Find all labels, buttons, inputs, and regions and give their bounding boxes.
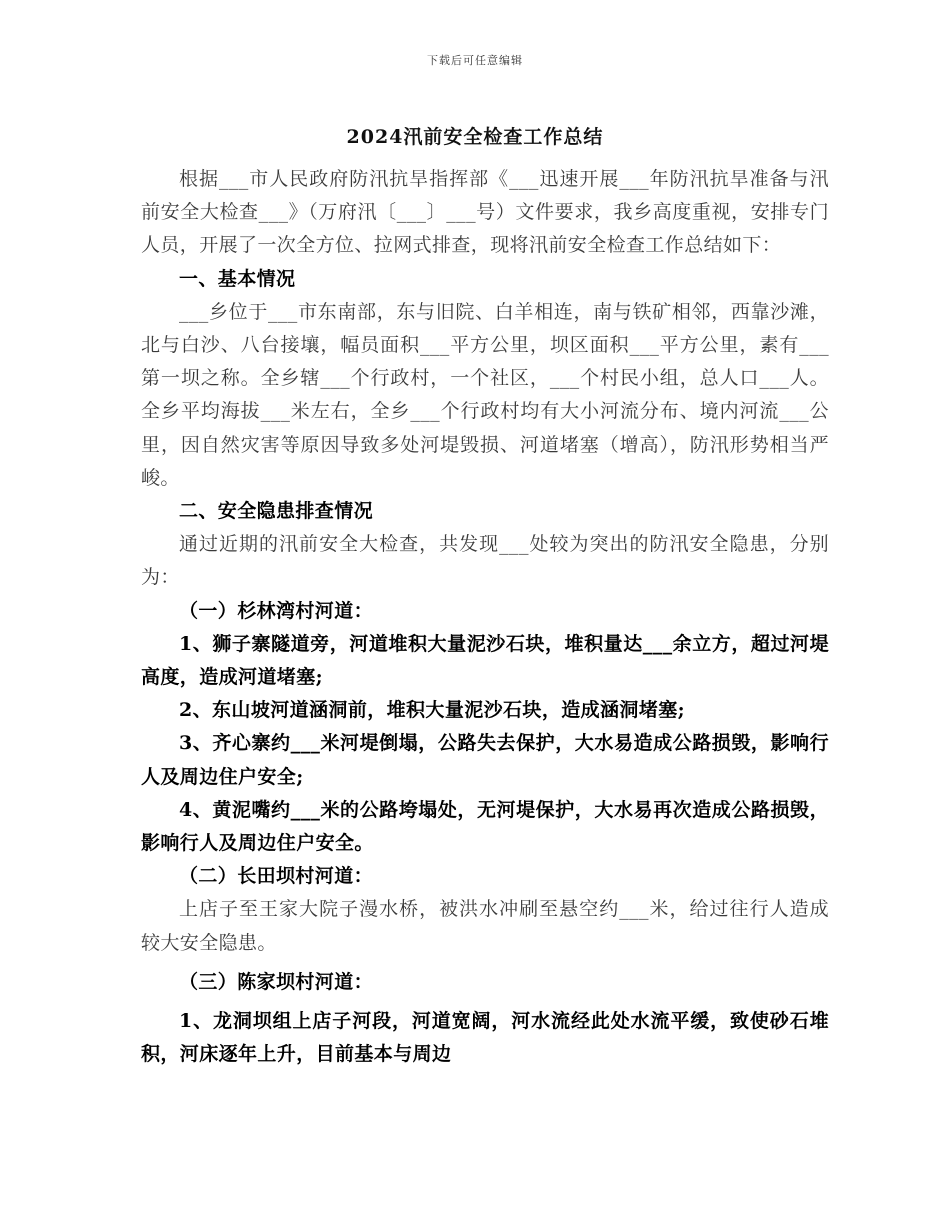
hazard-item: 2、东山坡河道涵洞前，堆积大量泥沙石块，造成涵洞堵塞; xyxy=(179,699,686,722)
hazard-summary-paragraph: 通过近期的汛前安全大检查，共发现___处较为突出的防汛安全隐患，分别为： xyxy=(141,533,829,589)
hazard-item: 3、齐心寨约___米河堤倒塌，公路失去保护，大水易造成公路损毁，影响行人及周边住户安全; xyxy=(141,732,829,788)
header-note: 下载后可任意编辑 xyxy=(427,54,523,67)
hazard-item: 1、狮子寨隧道旁，河道堆积大量泥沙石块，堆积量达___余立方，超过河堤高度，造成河道堵塞; xyxy=(141,632,829,689)
section-heading-hazard-check: 二、安全隐患排查情况 xyxy=(179,500,374,523)
changtianba-paragraph: 上店子至王家大院子漫水桥，被洪水冲刷至悬空约___米，给过往行人造成较大安全隐患。 xyxy=(141,898,829,954)
hazard-item: 4、黄泥嘴约___米的公路垮塌处，无河堤保护，大水易再次造成公路损毁，影响行人及周边住户安全。 xyxy=(141,798,829,855)
section-heading-basic-info: 一、基本情况 xyxy=(179,267,296,290)
subsection-heading-chenjiaba: （三）陈家坝村河道： xyxy=(179,970,374,993)
subsection-heading-changtianba: （二）长田坝村河道： xyxy=(179,865,374,888)
document-title: 2024汛前安全检查工作总结 xyxy=(346,126,604,148)
hazard-item: 1、龙洞坝组上店子河段，河道宽阔，河水流经此处水流平缓，致使砂石堆积，河床逐年上升，目前基本与周边 xyxy=(141,1010,829,1066)
subsection-heading-shanlinwan: （一）杉林湾村河道： xyxy=(179,599,374,622)
document-body xyxy=(141,163,829,1071)
basic-info-paragraph: ___乡位于___市东南部，东与旧院、白羊相连，南与铁矿相邻，西靠沙滩，北与白沙、八台接壤，幅员面积___平方公里，坝区面积___平方公里，素有___第一坝之称。全乡辖___个行政村，一个社区，___个村民小组，总人口___人。全乡平均海拔___米左右，全乡___个行政村均有大小河流分布、境内河流___公里，因自然灾害等原因导致多处河堤毁损、河道堵塞（增高），防汛形势相当严峻。 xyxy=(141,300,829,489)
intro-paragraph: 根据___市人民政府防汛抗旱指挥部《___迅速开展___年防汛抗旱准备与汛前安全大检查___》（万府汛〔___〕___号）文件要求，我乡高度重视，安排专门人员，开展了一次全方位、拉网式排查，现将汛前安全检查工作总结如下： xyxy=(141,168,829,257)
